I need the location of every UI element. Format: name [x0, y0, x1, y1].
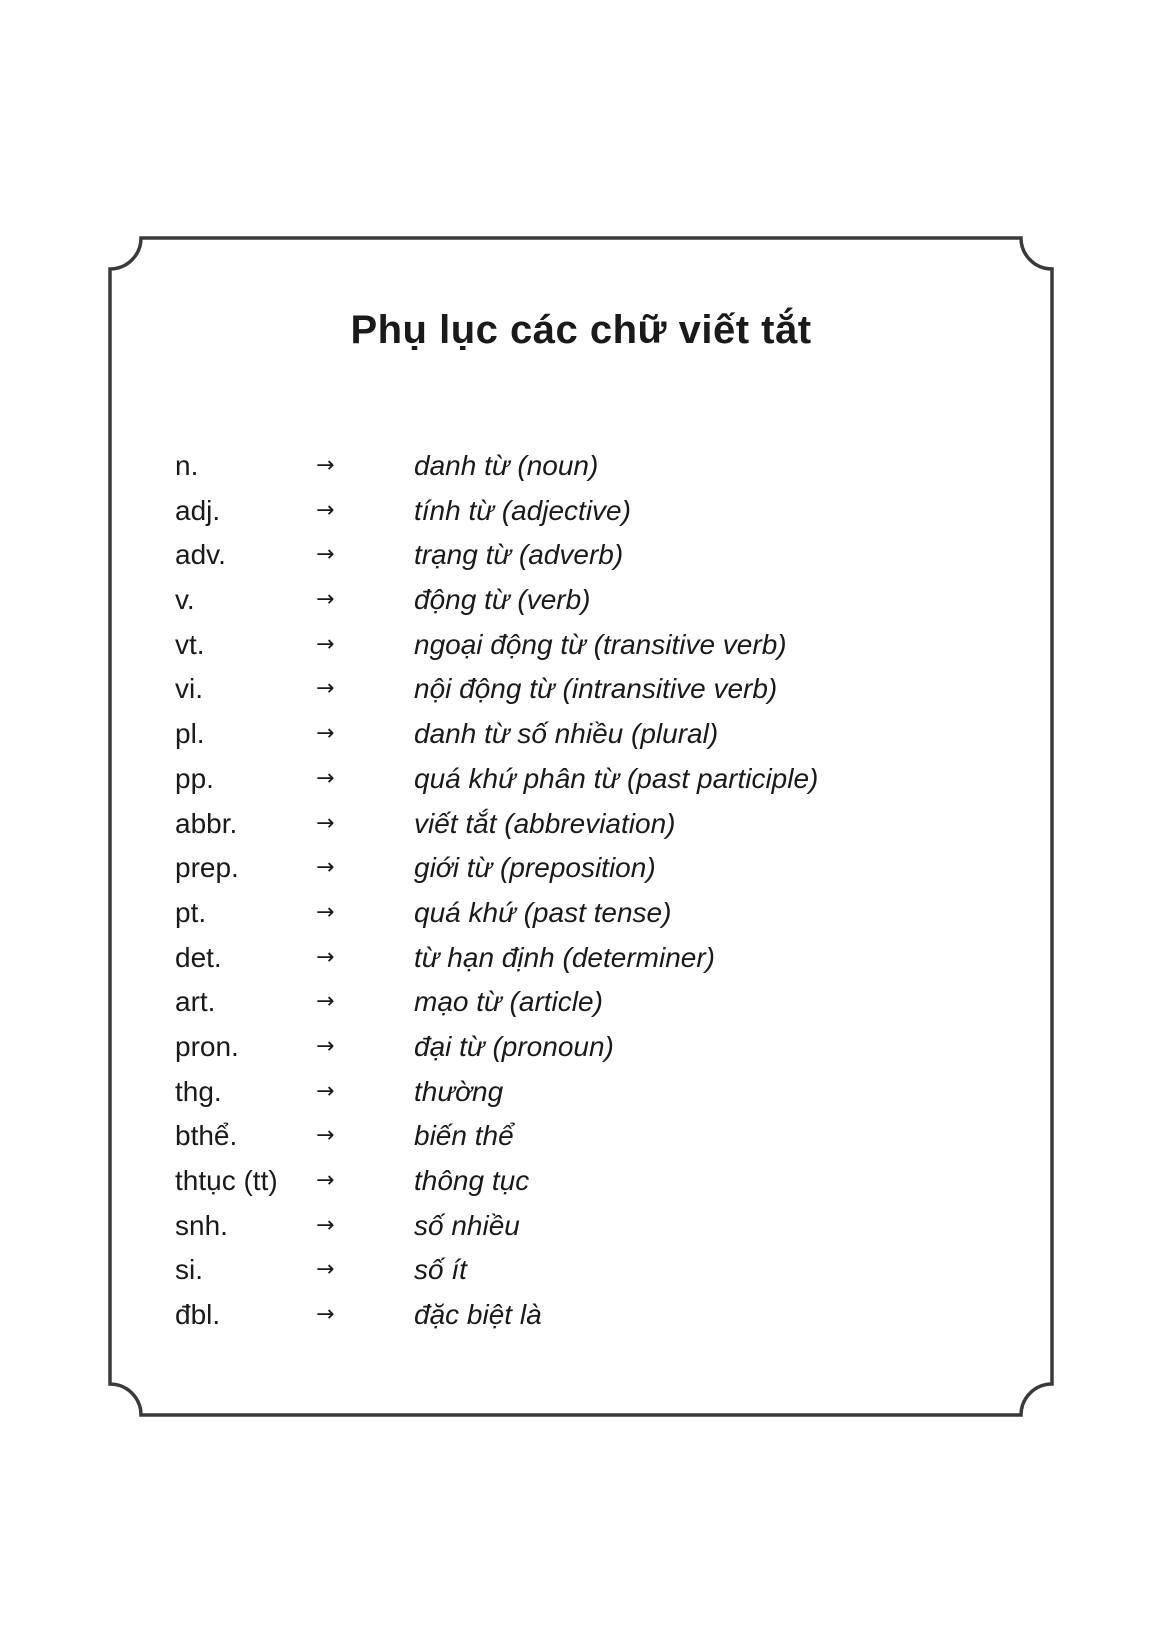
arrow-right-icon: → — [316, 989, 335, 1015]
abbreviation: v. — [175, 584, 195, 616]
list-item — [175, 623, 935, 668]
arrow-right-icon: → — [316, 721, 335, 747]
list-item — [175, 1114, 935, 1159]
arrow-right-icon: → — [316, 1078, 335, 1104]
arrow-right-icon: → — [316, 1123, 335, 1149]
list-item — [175, 891, 935, 936]
arrow-right-icon: → — [316, 631, 335, 657]
list-item — [175, 846, 935, 891]
abbreviation: art. — [175, 986, 216, 1018]
abbreviation: det. — [175, 941, 222, 973]
meaning: động từ (verb) — [414, 584, 591, 616]
meaning: đại từ (pronoun) — [414, 1030, 614, 1062]
meaning: giới từ (preposition) — [414, 852, 656, 884]
list-item — [175, 1025, 935, 1070]
meaning: từ hạn định (determiner) — [414, 941, 715, 973]
meaning: đặc biệt là — [414, 1299, 542, 1331]
list-item — [175, 578, 935, 623]
meaning: số nhiều — [414, 1209, 520, 1241]
list-item — [175, 533, 935, 578]
abbreviation: pl. — [175, 718, 205, 750]
list-item — [175, 1070, 935, 1115]
page-title: Phụ lục các chữ viết tắt — [350, 308, 812, 352]
meaning: viết tắt (abbreviation) — [414, 807, 676, 839]
abbreviation: pt. — [175, 896, 207, 928]
meaning: danh từ số nhiều (plural) — [414, 718, 719, 750]
arrow-right-icon: → — [316, 676, 335, 702]
arrow-right-icon: → — [316, 765, 335, 791]
list-item — [175, 1204, 935, 1249]
abbreviation: bthể. — [175, 1120, 238, 1152]
list-item — [175, 1248, 935, 1293]
arrow-right-icon: → — [316, 1212, 335, 1238]
arrow-right-icon: → — [316, 587, 335, 613]
meaning: số ít — [414, 1254, 467, 1286]
arrow-right-icon: → — [316, 899, 335, 925]
arrow-right-icon: → — [316, 1302, 335, 1328]
abbreviation-list — [175, 444, 935, 1338]
meaning: quá khứ (past tense) — [414, 896, 672, 928]
meaning: quá khứ phân từ (past participle) — [414, 762, 819, 794]
abbreviation: snh. — [175, 1209, 228, 1241]
list-item — [175, 489, 935, 534]
abbreviation: thg. — [175, 1075, 222, 1107]
list-item — [175, 980, 935, 1025]
meaning: thông tục — [414, 1165, 530, 1196]
meaning: ngoại động từ (transitive verb) — [414, 628, 787, 660]
abbreviation: thtục (tt) — [175, 1165, 278, 1196]
abbreviation: pp. — [175, 762, 214, 794]
meaning: biến thể — [414, 1120, 514, 1152]
abbreviation: n. — [175, 450, 199, 481]
arrow-right-icon: → — [316, 497, 335, 523]
arrow-right-icon: → — [316, 944, 335, 970]
abbreviation: đbl. — [175, 1299, 221, 1331]
list-item — [175, 757, 935, 802]
meaning: tính từ (adjective) — [414, 494, 631, 526]
abbreviation: vt. — [175, 628, 205, 660]
list-item — [175, 667, 935, 712]
list-item — [175, 1293, 935, 1338]
list-item — [175, 936, 935, 981]
list-item — [175, 712, 935, 757]
abbreviation: prep. — [175, 852, 239, 884]
arrow-right-icon: → — [316, 1168, 335, 1193]
list-item — [175, 802, 935, 847]
abbreviation: adj. — [175, 494, 221, 526]
abbreviation: pron. — [175, 1030, 239, 1062]
abbreviation: abbr. — [175, 807, 238, 839]
arrow-right-icon: → — [316, 855, 335, 881]
meaning: mạo từ (article) — [414, 986, 603, 1018]
arrow-right-icon: → — [316, 453, 335, 478]
arrow-right-icon: → — [316, 810, 335, 836]
arrow-right-icon: → — [316, 542, 335, 568]
abbreviation: si. — [175, 1254, 203, 1286]
meaning: trạng từ (adverb) — [414, 539, 624, 571]
list-item — [175, 444, 935, 489]
arrow-right-icon: → — [316, 1257, 335, 1283]
meaning: danh từ (noun) — [414, 450, 599, 481]
abbreviation: adv. — [175, 539, 226, 571]
arrow-right-icon: → — [316, 1033, 335, 1059]
abbreviation: vi. — [175, 673, 203, 705]
abbreviation-panel — [108, 236, 1054, 1417]
meaning: nội động từ (intransitive verb) — [414, 673, 778, 705]
list-item — [175, 1159, 935, 1204]
meaning: thường — [414, 1075, 504, 1107]
